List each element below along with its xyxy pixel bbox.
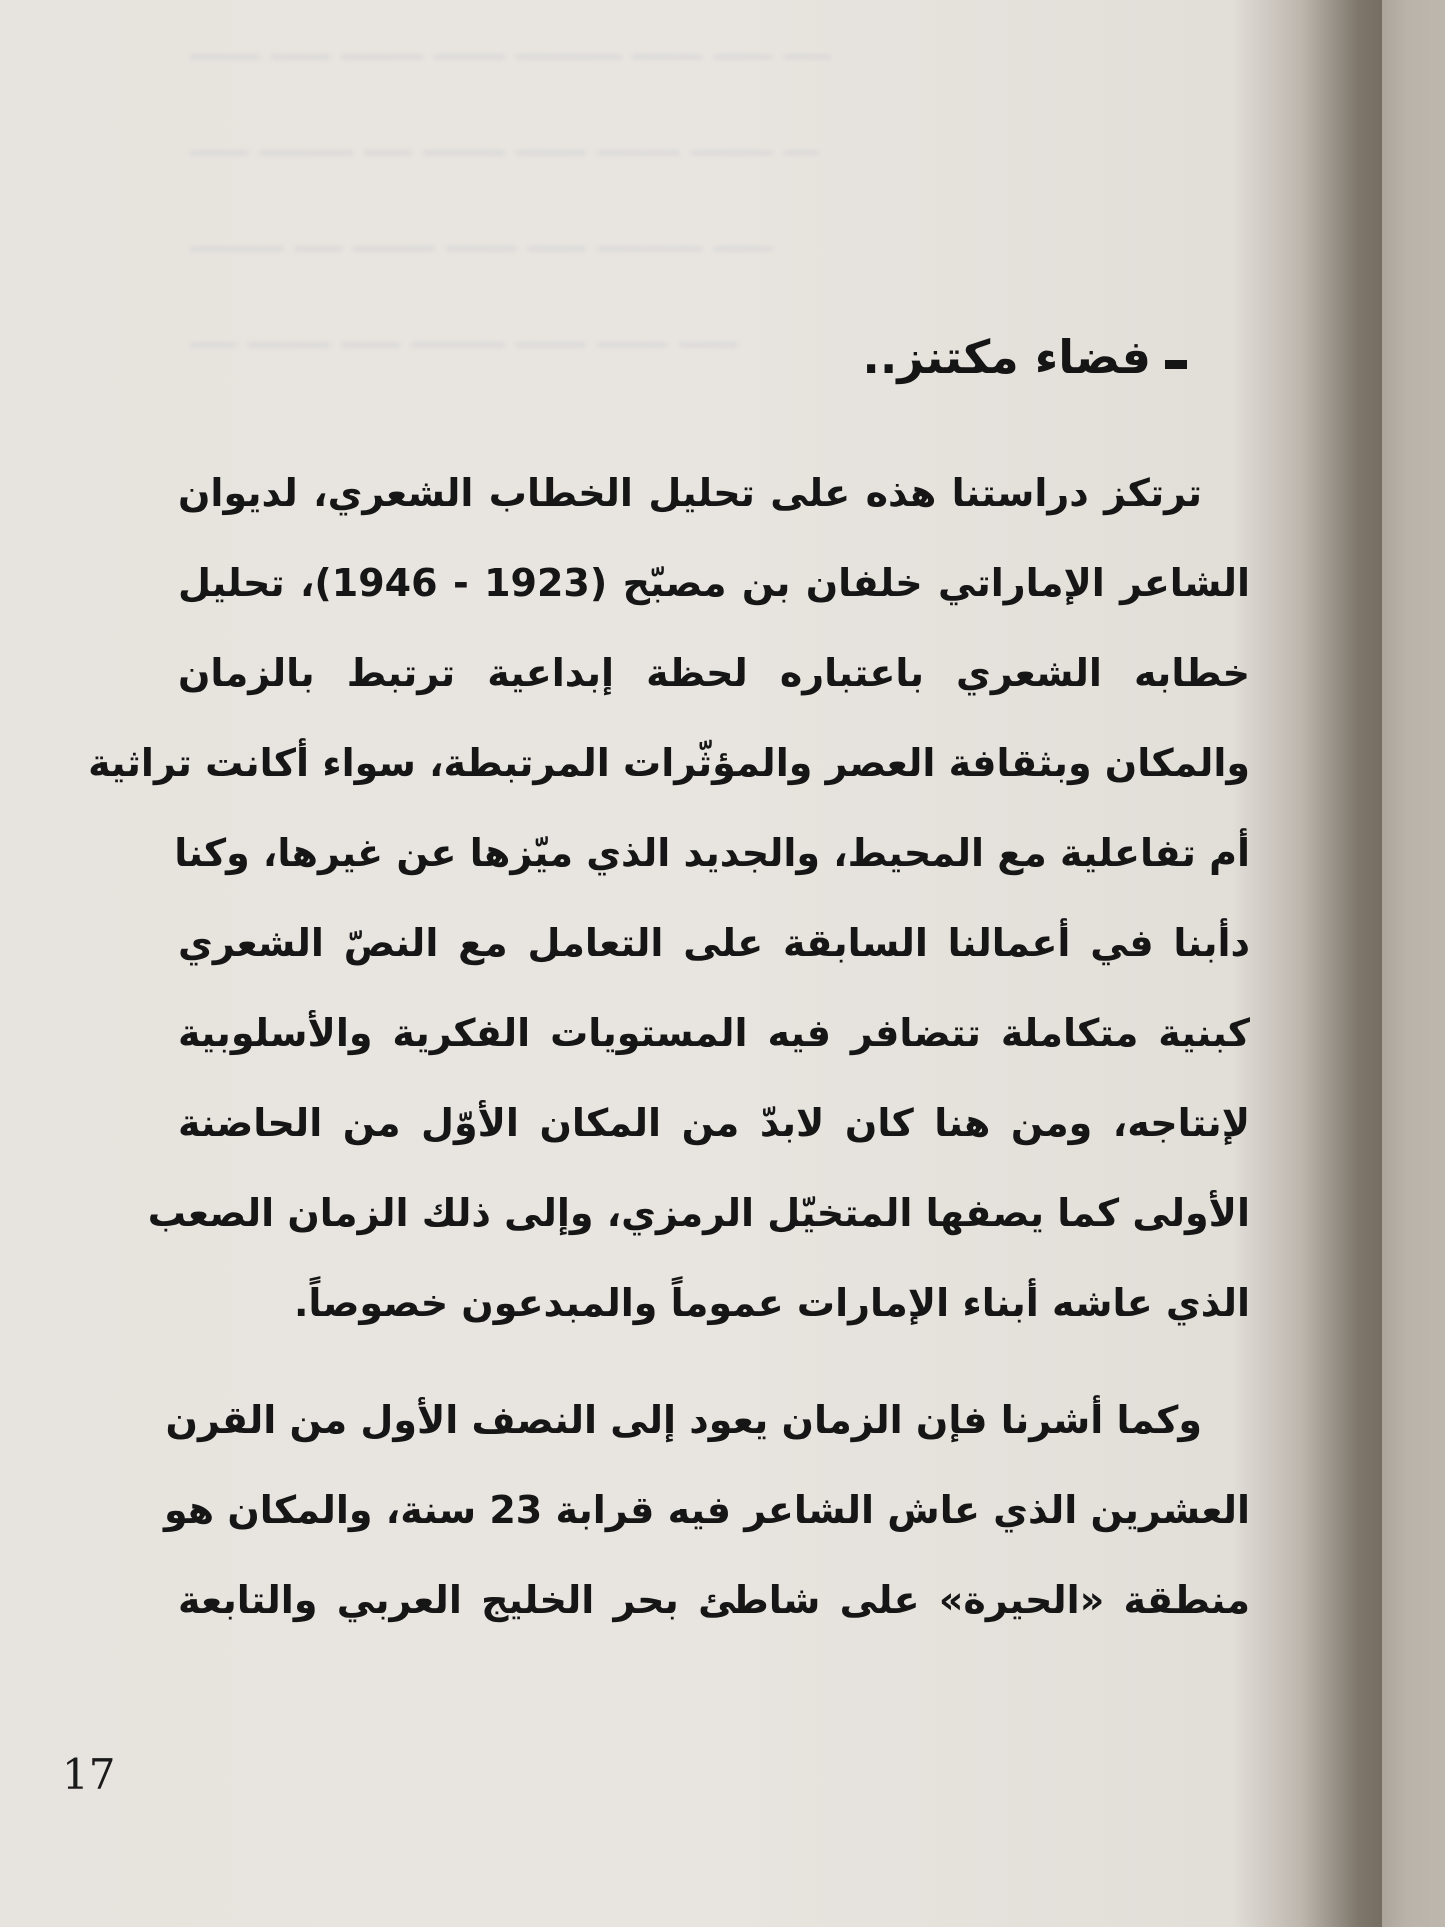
text-line: العشرين الذي عاش الشاعر فيه قرابة 23 سنة، والمكان هو — [163, 1488, 1250, 1532]
text-line: الأولى كما يصفها المتخيّل الرمزي، وإلى ذلك الزمان الصعب — [147, 1191, 1250, 1235]
text-line: ترتكز دراستنا هذه على تحليل الخطاب الشعري، لديوان — [178, 471, 1202, 515]
page-number: 17 — [62, 1750, 116, 1799]
text-line: خطابه الشعري باعتباره لحظة إبداعية ترتبط بالزمان — [178, 651, 1250, 695]
adjacent-page-edge — [1382, 0, 1445, 1927]
text-line: دأبنا في أعمالنا السابقة على التعامل مع النصّ الشعري — [178, 921, 1250, 965]
text-line: والمكان وبثقافة العصر والمؤثّرات المرتبطة، سواء أكانت تراثية — [88, 741, 1250, 785]
section-heading — [862, 330, 1187, 384]
text-line: كبنية متكاملة تتضافر فيه المستويات الفكرية والأسلوبية — [178, 1011, 1250, 1055]
show-through-text: ــــــ ـــــ ـــــــ ــــــ ـــــــــ ــــــ ـــــ ــــ ـــــ ــــــــ ــــ ـــــــ ــــــ ـــــــ ـــــــ ـــ ــــــــ ــــ ـــــــ ــــــ ـــــ ـــــــــ ـــــ ــــ ـــــــ ـــــ ــــــــ ــــــ ــــــ ـــــ — [190, 28, 831, 356]
text-line: الذي عاشه أبناء الإمارات عموماً والمبدعون خصوصاً. — [294, 1281, 1250, 1325]
heading-dash — [1165, 360, 1187, 369]
text-line: منطقة «الحيرة» على شاطئ بحر الخليج العربي والتابعة — [178, 1578, 1250, 1622]
text-line: وكما أشرنا فإن الزمان يعود إلى النصف الأول من القرن — [165, 1398, 1202, 1442]
paragraph-1 — [88, 448, 1251, 1348]
paragraph-2 — [163, 1375, 1250, 1645]
text-line: أم تفاعلية مع المحيط، والجديد الذي ميّزها عن غيرها، وكنا — [174, 831, 1250, 875]
heading-text: فضاء مكتنز.. — [862, 330, 1151, 384]
text-line: الشاعر الإماراتي خلفان بن مصبّح (1923 - 1946)، تحليل — [178, 561, 1251, 605]
text-line: لإنتاجه، ومن هنا كان لابدّ من المكان الأوّل من الحاضنة — [178, 1101, 1250, 1145]
